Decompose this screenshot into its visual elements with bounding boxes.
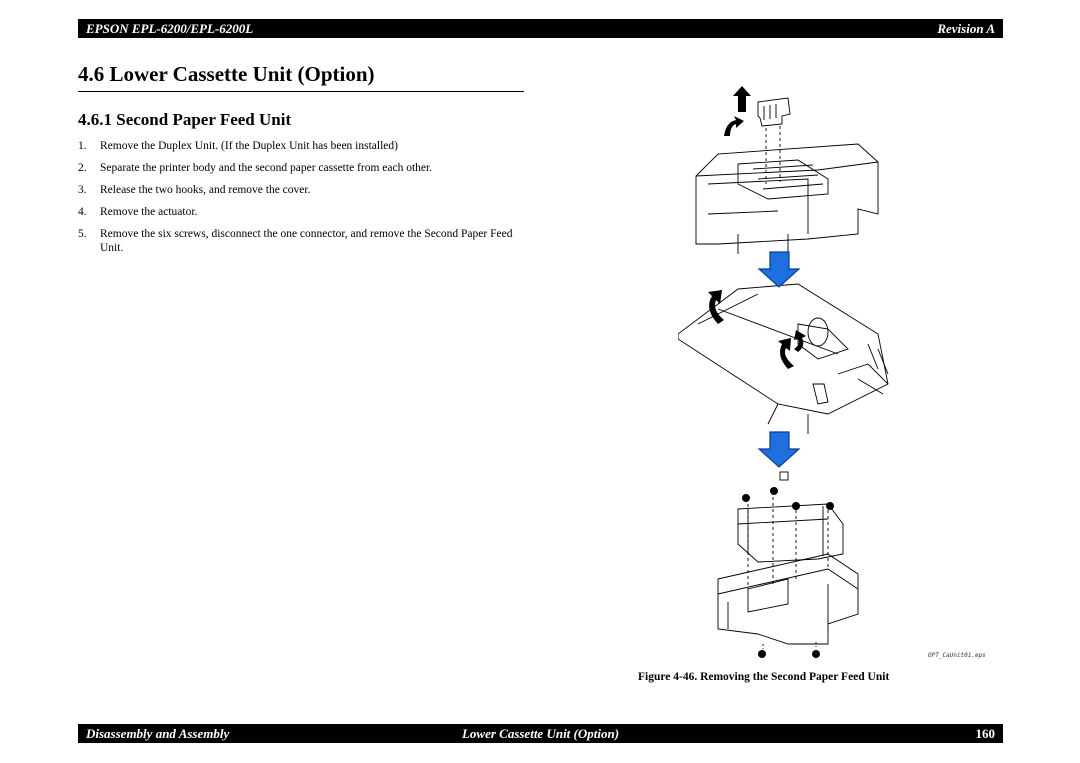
step-item xyxy=(78,161,528,175)
arrow-up-icon xyxy=(733,86,751,112)
stage-feed-unit-removal xyxy=(718,491,858,649)
footer-bar xyxy=(78,724,1003,743)
step-item xyxy=(78,227,528,255)
screw-icon xyxy=(770,487,778,495)
screw-icon xyxy=(792,502,800,510)
subsection-title: 4.6.1 Second Paper Feed Unit xyxy=(78,110,292,129)
figure-file-label: OPT_CaUnit01.eps xyxy=(928,652,986,659)
procedure-steps xyxy=(78,139,528,263)
step-number: 4. xyxy=(78,206,87,218)
screw-icon xyxy=(826,502,834,510)
footer-section: Lower Cassette Unit (Option) xyxy=(461,725,620,741)
stage-cover-removal xyxy=(696,98,878,254)
step-text: Release the two hooks, and remove the cover. xyxy=(100,184,311,196)
curved-arrow-icon xyxy=(724,116,744,136)
connector-icon xyxy=(780,472,788,480)
document-title: EPSON EPL-6200/EPL-6200L xyxy=(86,20,254,36)
step-number: 5. xyxy=(78,228,87,240)
screw-icon xyxy=(758,650,766,658)
footer-chapter: Disassembly and Assembly xyxy=(86,725,230,741)
step-text: Remove the actuator. xyxy=(100,206,198,218)
curved-arrow-icon xyxy=(708,290,724,324)
figure-caption: Figure 4-46. Removing the Second Paper Feed Unit xyxy=(638,671,890,683)
step-item xyxy=(78,139,528,153)
revision-label: Revision A xyxy=(937,20,995,36)
step-number: 2. xyxy=(78,162,87,174)
screw-icon xyxy=(812,650,820,658)
screw-icon xyxy=(742,494,750,502)
step-text: Remove the six screws, disconnect the one connector, and remove the Second Paper Feed Unit. xyxy=(100,228,513,254)
screw-icons xyxy=(742,487,834,658)
step-item xyxy=(78,205,528,219)
step-text: Remove the Duplex Unit. (If the Duplex Unit has been installed) xyxy=(100,140,398,152)
removal-illustration xyxy=(678,84,1008,664)
down-arrow-icon xyxy=(759,252,799,287)
page-number: 160 xyxy=(975,725,995,741)
section-title: 4.6 Lower Cassette Unit (Option) xyxy=(78,62,524,92)
header-bar xyxy=(78,19,1003,38)
down-arrow-icon xyxy=(759,432,799,467)
step-number: 3. xyxy=(78,184,87,196)
curved-arrow-icon xyxy=(778,338,794,369)
step-item xyxy=(78,183,528,197)
step-number: 1. xyxy=(78,140,87,152)
step-text: Separate the printer body and the second paper cassette from each other. xyxy=(100,162,433,174)
